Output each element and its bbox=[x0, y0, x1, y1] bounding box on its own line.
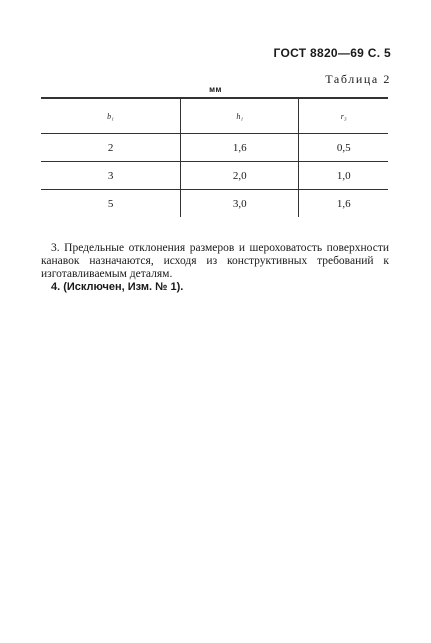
column-header-h1: h₁ bbox=[181, 98, 299, 134]
table-cell: 0,5 bbox=[299, 134, 388, 162]
table-row bbox=[41, 134, 388, 162]
table-cell: 1,6 bbox=[336, 197, 351, 210]
page-header-standard-ref: ГОСТ 8820—69 С. 5 bbox=[273, 46, 391, 60]
table-cell: 5 bbox=[41, 190, 181, 218]
table-row bbox=[41, 162, 388, 190]
table-cell: 2,0 bbox=[181, 162, 299, 190]
paragraph-4-excluded: 4. (Исключен, Изм. № 1). bbox=[51, 281, 184, 293]
column-header-r3: r₃ bbox=[299, 98, 388, 134]
table-cell: 1,0 bbox=[299, 162, 388, 190]
table-cell: 3,0 bbox=[181, 190, 299, 218]
column-header-b1: b₁ bbox=[41, 98, 181, 134]
table-cell: 1,6 bbox=[181, 134, 299, 162]
table-cell: 2 bbox=[41, 134, 181, 162]
table-units: мм bbox=[209, 85, 222, 94]
table-cell: 3 bbox=[41, 162, 181, 190]
table-header-row bbox=[41, 98, 388, 134]
table-row bbox=[41, 190, 388, 218]
dimensions-table bbox=[41, 97, 388, 217]
paragraph-3-tolerances: 3. Предельные отклонения размеров и шероховатость поверхности канавок назначаются, исходя из конструктивных требований к изготавливаемым деталям. bbox=[41, 241, 389, 280]
table-caption: Таблица 2 bbox=[325, 72, 391, 86]
